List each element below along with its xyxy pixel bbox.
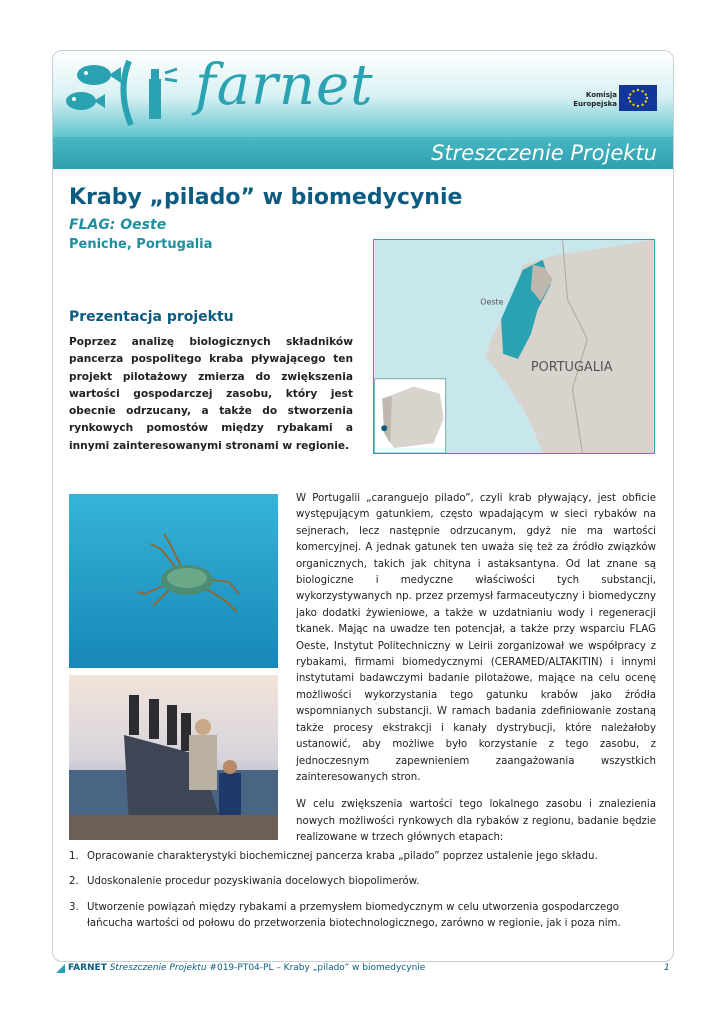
footer-series: Streszczenie Projektu xyxy=(109,963,207,973)
intro-paragraph: Poprzez analizę biologicznych składników pancerza pospolitego kraba pływającego ten projekt pilotażowy zmierza do zwiększenia wartości gospodarczej zasobu, który jest obecnie odrzucany, a także do stworzenia rynkowych pomostów między rybakami a innymi zainteresowanymi stronami w regionie. xyxy=(69,336,353,452)
step-text: Opracowanie charakterystyki biochemicznej pancerza kraba „pilado” poprzez ustalenie jego składu. xyxy=(87,851,598,862)
crab-photo xyxy=(69,494,278,668)
page-number: 1 xyxy=(664,963,670,973)
step-text: Udoskonalenie procedur pozyskiwania docelowych biopolimerów. xyxy=(87,876,420,888)
step-number: 2. xyxy=(69,876,79,888)
step-number: 1. xyxy=(69,851,79,862)
body-text xyxy=(296,491,656,858)
body-paragraph-2: W celu zwiększenia wartości tego lokalnego zasobu i znalezienia nowych możliwości rynkowych dla rybaków z regionu, badanie będzie realizowane w trzech głównych etapach: xyxy=(296,799,656,844)
flag-name: FLAG: Oeste xyxy=(69,217,167,233)
project-location: Peniche, Portugalia xyxy=(69,237,213,252)
farnet-fish-lighthouse-icon xyxy=(59,55,199,129)
farnet-logo-text: farnet xyxy=(195,53,374,118)
list-item xyxy=(69,900,659,933)
ribbon-title: Streszczenie Projektu xyxy=(431,141,657,165)
section-heading: Prezentacja projektu xyxy=(69,309,234,325)
location-map xyxy=(373,239,655,454)
list-item xyxy=(69,849,659,865)
body-paragraph-1: W Portugalii „caranguejo pilado”, czyli krab pływający, jest obficie występującym gatunkiem, często wpadającym w sieci rybaków na sejnerach, lecz następnie odrzucanym, gdyż nie ma wartości komercyjnej. A jednak gatunek ten uważa się też za źródło związków organicznych, takich jak chityna i astaksantyna. Od lat znane są biologiczne i medyczne właściwości tych substancji, wykorzystywanych np. przez przemysł farmaceutyczny i biomedyczny jako dodatki żywieniowe, a także w uzdatnianiu wody i regeneracji tkanek. Mając na uwadze ten potencjał, a także przy wsparciu FLAG Oeste, Instytut Politechniczny w Leirii zorganizował we współpracy z rybakami, firmami biomedycznymi (CERAMED/ALTAKITIN) i innymi instytutami badawczymi badanie pilotażowe, mające na celu ocenę możliwości wykorzystania tego gatunku krabów jako źródła wspomnianych substancji. W ramach badania zdefiniowanie zostaną także procesy ekstrakcji i kanały dystrybucji, które należałoby ustanowić, aby możliwe było korzystanie z tego zasobu, z jednoczesnym zapewnieniem zaangażowania wszystkich zainteresowanych stron. xyxy=(296,493,656,783)
steps-list xyxy=(69,849,659,942)
map-city-label: Oeste xyxy=(480,297,504,307)
fishermen-photo xyxy=(69,675,278,840)
footer-ref: #019-PT04-PL – Kraby „pilado” w biomedycynie xyxy=(209,963,426,973)
european-commission-label: Komisja Europejska xyxy=(573,91,617,108)
list-item xyxy=(69,874,659,890)
page-footer xyxy=(68,963,425,973)
step-text: Utworzenie powiązań między rybakami a przemysłem biomedycznym w celu utworzenia gospodarczego łańcucha wartości od połowu do przetworzenia biotechnologicznego, zarówno w regionie, jak i poza nim. xyxy=(87,901,621,930)
summary-card xyxy=(52,50,674,962)
footer-brand: FARNET xyxy=(68,963,107,973)
page-title: Kraby „pilado” w biomedycynie xyxy=(69,185,463,210)
eu-flag-icon xyxy=(619,85,657,111)
farnet-footer-icon xyxy=(56,964,65,973)
map-country-label: PORTUGALIA xyxy=(530,359,613,375)
step-number: 3. xyxy=(69,901,79,913)
